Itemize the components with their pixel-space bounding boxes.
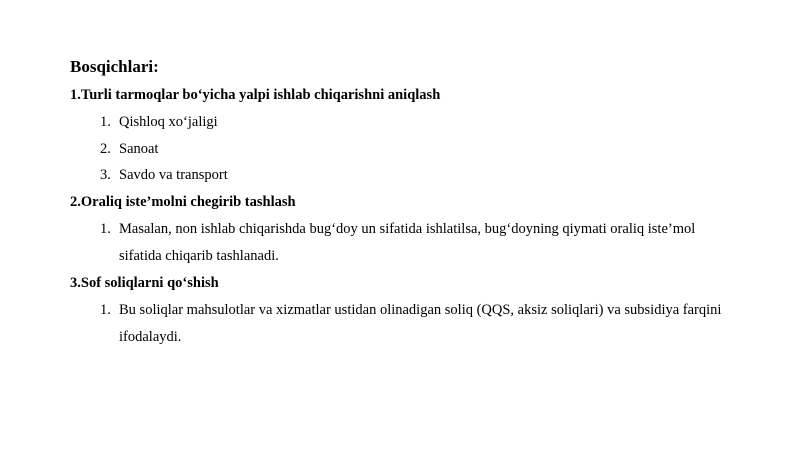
step-1-title: 1.Turli tarmoqlar bo‘yicha yalpi ishlab chiqarishni aniqlash	[70, 87, 441, 103]
list-item-number: 2.	[100, 141, 111, 157]
list-item-number: 1.	[100, 302, 111, 318]
list-item-number: 1.	[100, 114, 111, 130]
step-3-title: 3.Sof soliqlarni qo‘shish	[70, 275, 219, 291]
step-2-title: 2.Oraliq iste’molni chegirib tashlash	[70, 194, 296, 210]
list-item-text: Masalan, non ishlab chiqarishda bug‘doy un sifatida ishlatilsa, bug‘doyning qiymati oraliq iste’mol sifatida chiqarib tashlanadi.	[119, 221, 696, 264]
list-item-number: 3.	[100, 167, 111, 183]
list-item-number: 1.	[100, 221, 111, 237]
list-item-text: Qishloq xo‘jaligi	[119, 114, 218, 130]
list-item-text: Bu soliqlar mahsulotlar va xizmatlar ustidan olinadigan soliq (QQS, aksiz soliqlari) va subsidiya farqini ifodalaydi.	[119, 302, 722, 345]
page-title: Bosqichlari:	[70, 57, 159, 76]
list-item-text: Savdo va transport	[119, 167, 228, 183]
list-item-text: Sanoat	[119, 141, 159, 157]
